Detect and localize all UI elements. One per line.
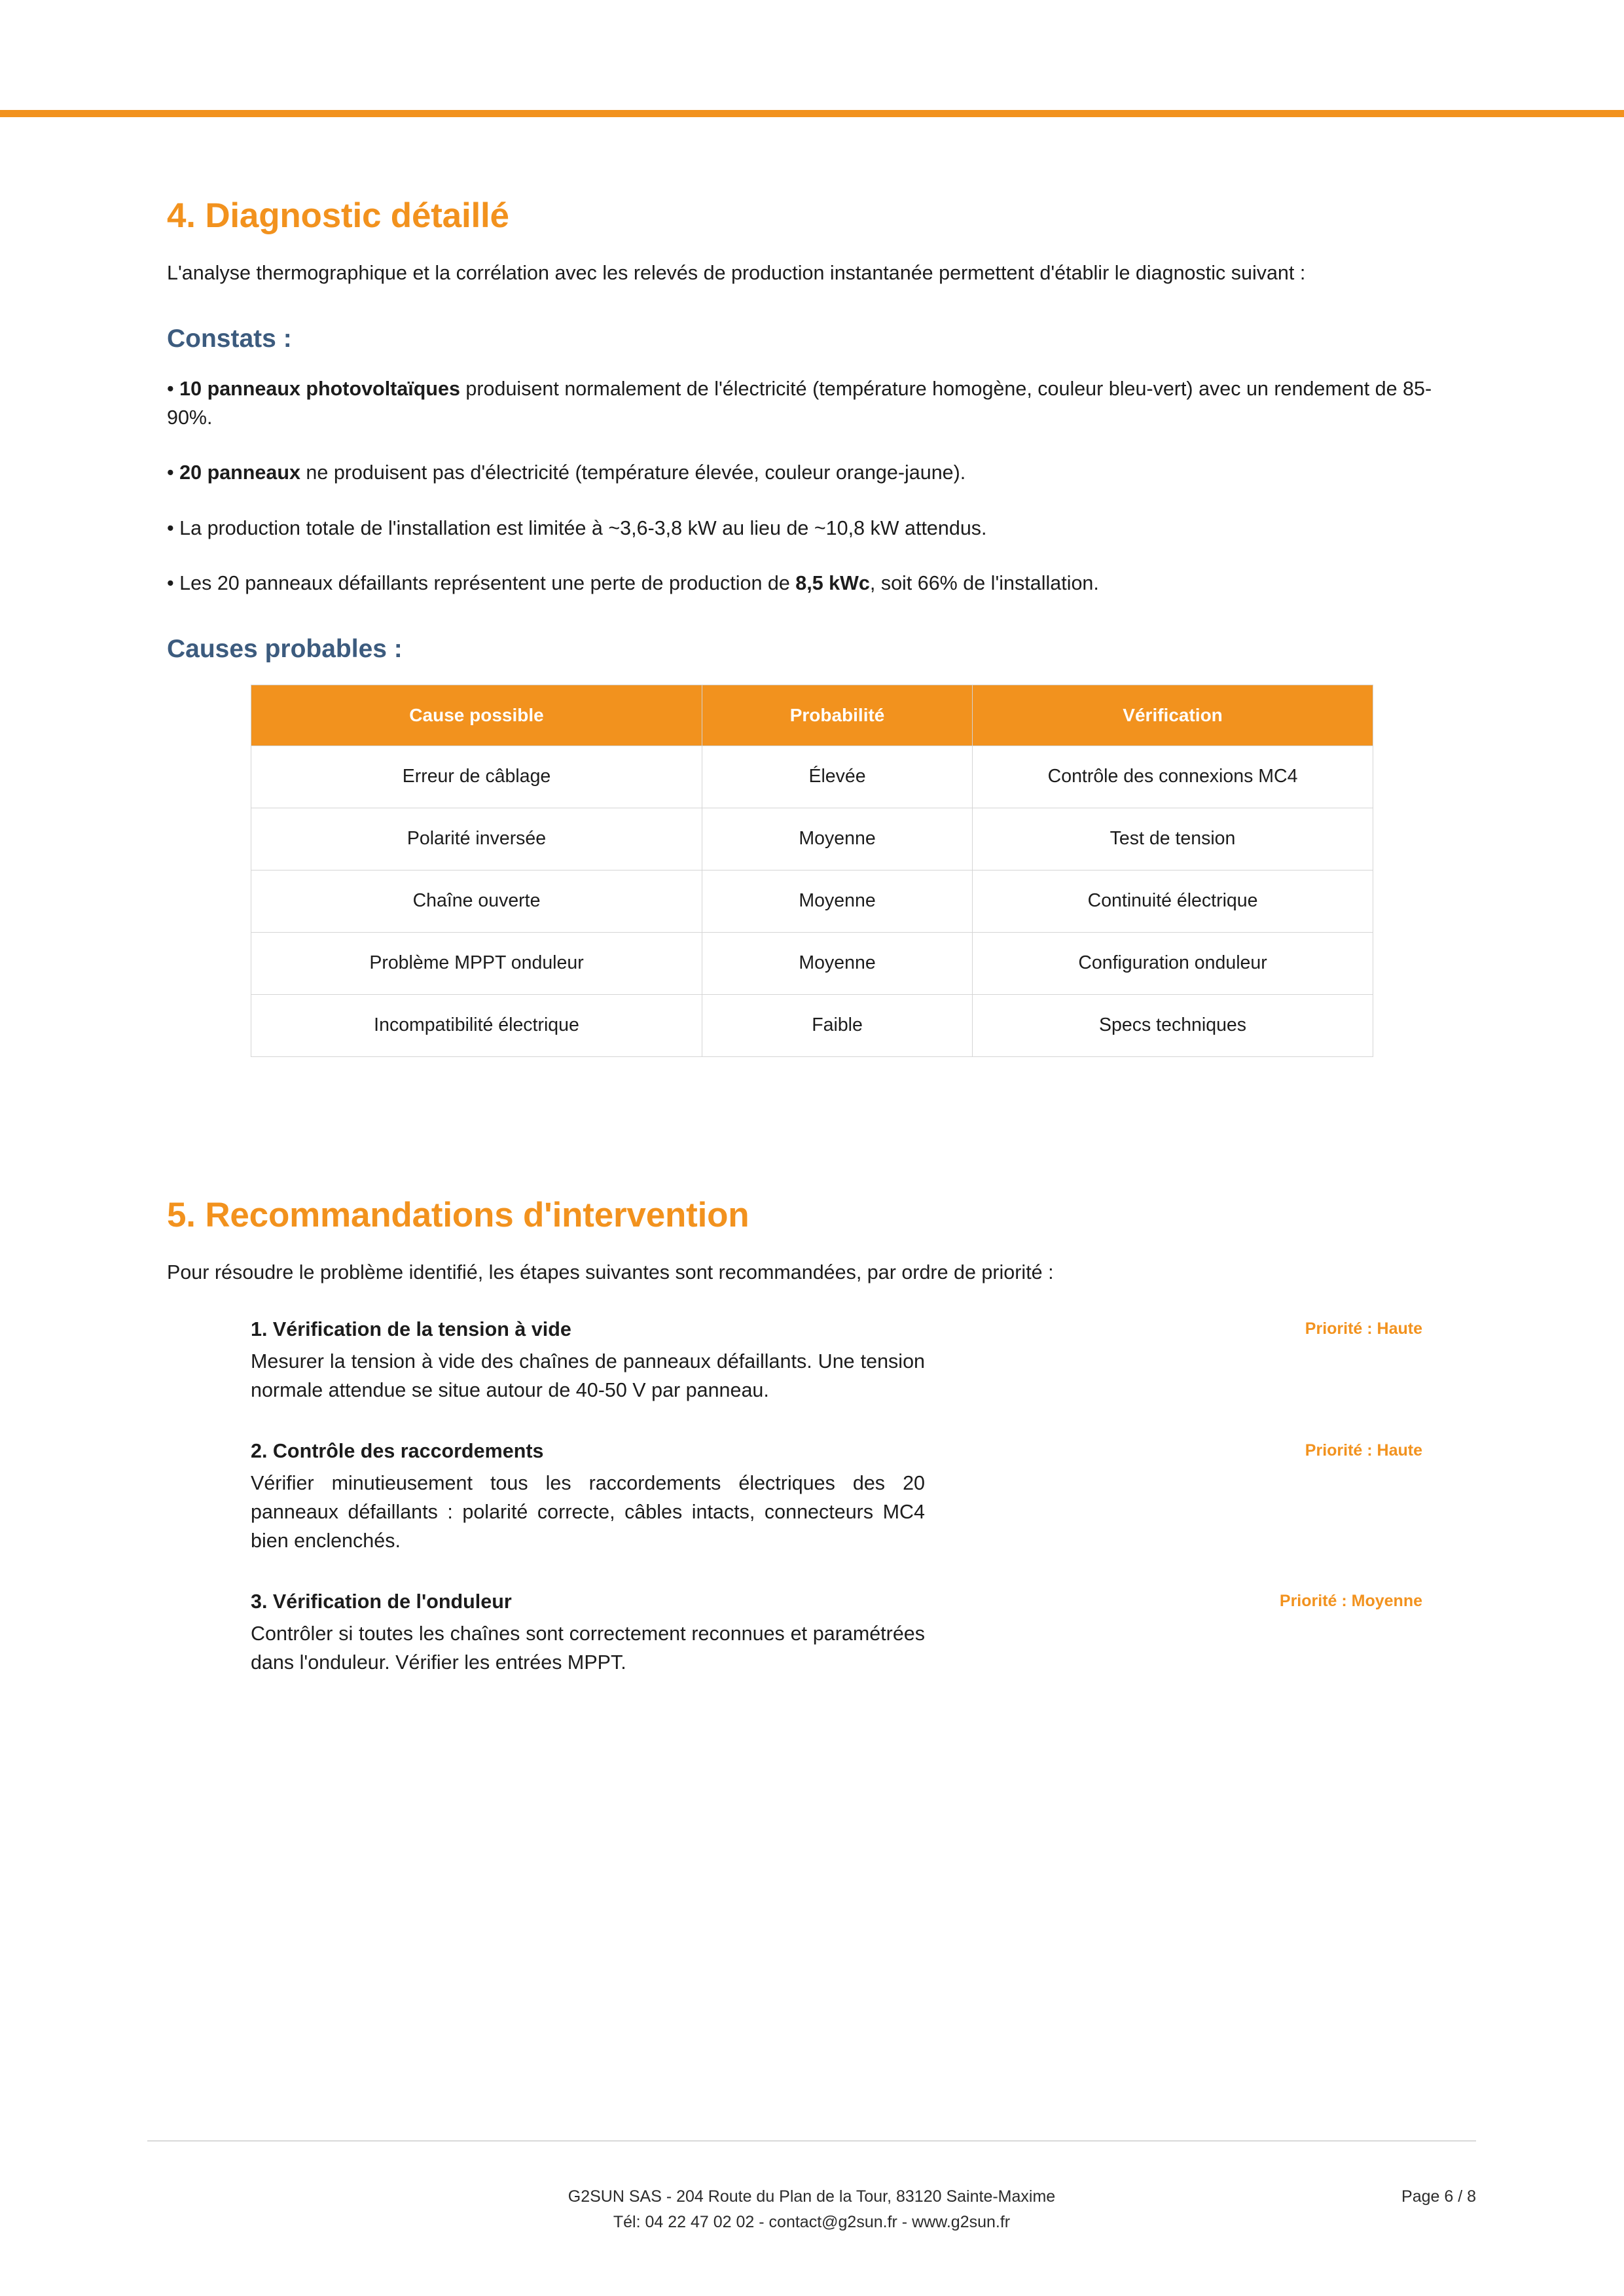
priority-badge: Priorité : Haute [1305, 1441, 1422, 1460]
bullet-marker: • [167, 571, 174, 594]
recommendations-list [251, 1317, 1422, 1677]
cell-verification: Contrôle des connexions MC4 [973, 745, 1373, 808]
cell-cause: Problème MPPT onduleur [251, 932, 702, 994]
bullet-marker: • [167, 516, 174, 539]
constats-heading: Constats : [167, 325, 292, 353]
cell-probability: Faible [702, 994, 973, 1056]
priority-badge: Priorité : Moyenne [1279, 1592, 1422, 1611]
constat-4-text: Les 20 panneaux défaillants représentent une perte de production de [179, 571, 796, 594]
cell-probability: Moyenne [702, 808, 973, 870]
footer-page-number: Page 6 / 8 [1401, 2187, 1476, 2206]
cell-verification: Continuité électrique [973, 870, 1373, 932]
cell-verification: Specs techniques [973, 994, 1373, 1056]
table-row [251, 745, 1373, 808]
cell-cause: Erreur de câblage [251, 745, 702, 808]
table-row [251, 870, 1373, 932]
recommendation-1-body: Mesurer la tension à vide des chaînes de panneaux défaillants. Une tension normale attendue se situe autour de 40-50 V par panneau. [251, 1350, 925, 1401]
constat-item-1 [167, 374, 1460, 432]
recommendation-item-2 [251, 1439, 1422, 1555]
section-5-title: 5. Recommandations d'intervention [167, 1195, 749, 1234]
constat-4-strong: 8,5 kWc [795, 571, 870, 594]
causes-heading: Causes probables : [167, 635, 403, 664]
cell-cause: Incompatibilité électrique [251, 994, 702, 1056]
recommendation-3-body: Contrôler si toutes les chaînes sont correctement reconnues et paramétrées dans l'onduleur. Vérifier les entrées MPPT. [251, 1623, 925, 1674]
constat-1-text: produisent normalement de l'électricité (température homogène, couleur bleu-vert) avec un rendement de 85-90%. [167, 377, 1432, 429]
causes-table-wrapper [251, 685, 1373, 1057]
cell-verification: Configuration onduleur [973, 932, 1373, 994]
recommendation-item-3 [251, 1589, 1422, 1677]
column-header-cause: Cause possible [251, 685, 702, 745]
section-5-intro: Pour résoudre le problème identifié, les étapes suivantes sont recommandées, par ordre de priorité : [167, 1261, 1054, 1283]
bullet-marker: • [167, 377, 174, 400]
footer-company-address: G2SUN SAS - 204 Route du Plan de la Tour, 83120 Sainte-Maxime [568, 2187, 1056, 2206]
table-header-row [251, 685, 1373, 745]
cell-probability: Élevée [702, 745, 973, 808]
constat-4-tail: , soit 66% de l'installation. [869, 571, 1099, 594]
priority-badge: Priorité : Haute [1305, 1319, 1422, 1338]
constat-item-3 [167, 514, 1460, 543]
table-row [251, 932, 1373, 994]
constat-3-text: La production totale de l'installation est limitée à ~3,6-3,8 kW au lieu de ~10,8 kW attendus. [179, 516, 987, 539]
recommendation-3-heading: 3. Vérification de l'onduleur [251, 1590, 512, 1613]
column-header-verification: Vérification [973, 685, 1373, 745]
constat-item-4 [167, 569, 1460, 598]
footer-contact: Tél: 04 22 47 02 02 - contact@g2sun.fr - www.g2sun.fr [613, 2212, 1011, 2231]
recommendation-1-heading: 1. Vérification de la tension à vide [251, 1318, 571, 1340]
constat-2-text: ne produisent pas d'électricité (température élevée, couleur orange-jaune). [300, 461, 966, 484]
bullet-marker: • [167, 461, 174, 484]
causes-table [251, 685, 1373, 1057]
table-row [251, 994, 1373, 1056]
cell-cause: Chaîne ouverte [251, 870, 702, 932]
table-row [251, 808, 1373, 870]
constat-2-strong: 20 panneaux [179, 461, 300, 484]
recommendation-2-body: Vérifier minutieusement tous les raccordements électriques des 20 panneaux défaillants : polarité correcte, câbles intacts, connecteurs MC4 bien enclenchés. [251, 1471, 925, 1552]
section-4-title: 4. Diagnostic détaillé [167, 196, 509, 235]
constat-1-strong: 10 panneaux photovoltaïques [179, 377, 460, 400]
cell-verification: Test de tension [973, 808, 1373, 870]
constat-item-2 [167, 458, 1460, 487]
page-footer [147, 2184, 1476, 2235]
footer-line-1-row [147, 2184, 1476, 2210]
cell-probability: Moyenne [702, 932, 973, 994]
section-4-intro: L'analyse thermographique et la corrélation avec les relevés de production instantanée permettent d'établir le diagnostic suivant : [167, 261, 1306, 284]
cell-cause: Polarité inversée [251, 808, 702, 870]
page-content [167, 0, 1460, 1711]
column-header-probability: Probabilité [702, 685, 973, 745]
cell-probability: Moyenne [702, 870, 973, 932]
recommendation-item-1 [251, 1317, 1422, 1405]
footer-divider [147, 2140, 1476, 2142]
recommendation-2-heading: 2. Contrôle des raccordements [251, 1440, 544, 1463]
